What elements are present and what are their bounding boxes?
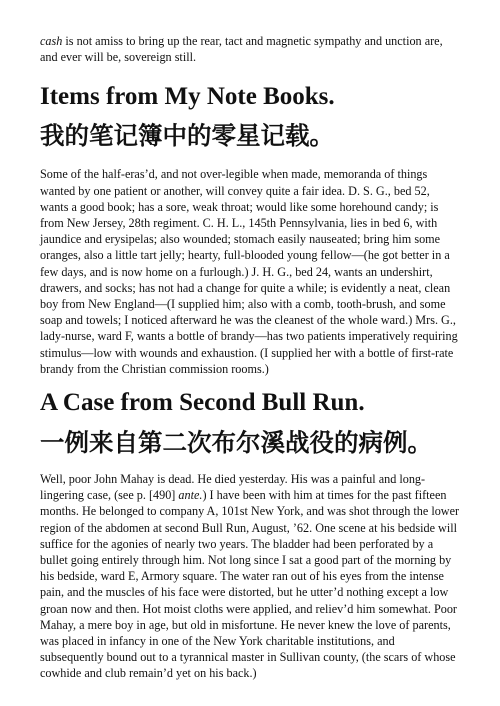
intro-paragraph bbox=[40, 33, 460, 65]
section-1-heading-chinese: 我的笔记簿中的零星记载。 bbox=[40, 121, 334, 151]
intro-text: is not amiss to bring up the rear, tact and magnetic sympathy and unction are, and ever will be, sovereign still. bbox=[40, 34, 443, 65]
section-2-heading-chinese: 一例来自第二次布尔溪战役的病例。 bbox=[40, 428, 432, 458]
intro-italic-word: cash bbox=[40, 34, 63, 48]
document-page bbox=[40, 33, 460, 682]
section-2-heading-english: A Case from Second Bull Run. bbox=[40, 389, 365, 417]
section-1-body: Some of the half-eras’d, and not over-legible when made, memoranda of things wanted by one patient or another, will convey quite a fair idea. D. S. G., bed 52, wants a good book; has a sore, weak throat; would like some horehound candy; is from New Jersey, 28th regiment. C. H. L., 145th Pennsylvania, lies in bed 6, with jaundice and erysipelas; also wounded; stomach easily nauseated; bring him some oranges, also a little tart jelly; hearty, full-blooded young fellow—(he got better in a few days, and is now home on a furlough.) J. H. G., bed 24, wants an undershirt, drawers, and socks; has not had a change for quite a while; is evidently a neat, clean boy from New England—(I supplied him; also with a comb, tooth-brush, and some soap and towels; I noticed afterward he was the cleanest of the whole ward.) Mrs. G., lady-nurse, ward F, wants a bottle of brandy—has two patients imperatively requiring stimulus—low with wounds and exhaustion. (I supplied her with a bottle of first-rate brandy from the Christian commission rooms.) bbox=[40, 167, 458, 376]
section-2-body bbox=[40, 471, 460, 682]
section-2-body-part-1: Well, poor John Mahay is dead. He died yesterday. His was a painful and long-lingering case, (see p. [490] bbox=[40, 472, 426, 503]
section-1-heading-english: Items from My Note Books. bbox=[40, 83, 335, 111]
section-2-body-italic: ante. bbox=[178, 488, 203, 503]
section-2-body-part-2: ) I have been with him at times for the past fifteen months. He belonged to company A, 101st New York, and was shot through the lower region of the abdomen at second Bull Run, August, ’62. One scene at his bedside will suffice for the agonies of nearly two years. The bladder had been perforated by a bullet going entirely through him. Not long since I sat a good part of the morning by his bedside, ward E, Armory square. The water ran out of his eyes from the intense pain, and the muscles of his face were distorted, but he utter’d nothing except a low groan now and then. Hot moist cloths were applied, and reliev’d him somewhat. Poor Mahay, a mere boy in age, but old in misfortune. He never knew the love of parents, was placed in infancy in one of the New York charitable institutions, and subsequently bound out to a tyrannical master in Sullivan county, (the scars of whose cowhide and club remain’d yet on his back.) bbox=[40, 488, 460, 681]
